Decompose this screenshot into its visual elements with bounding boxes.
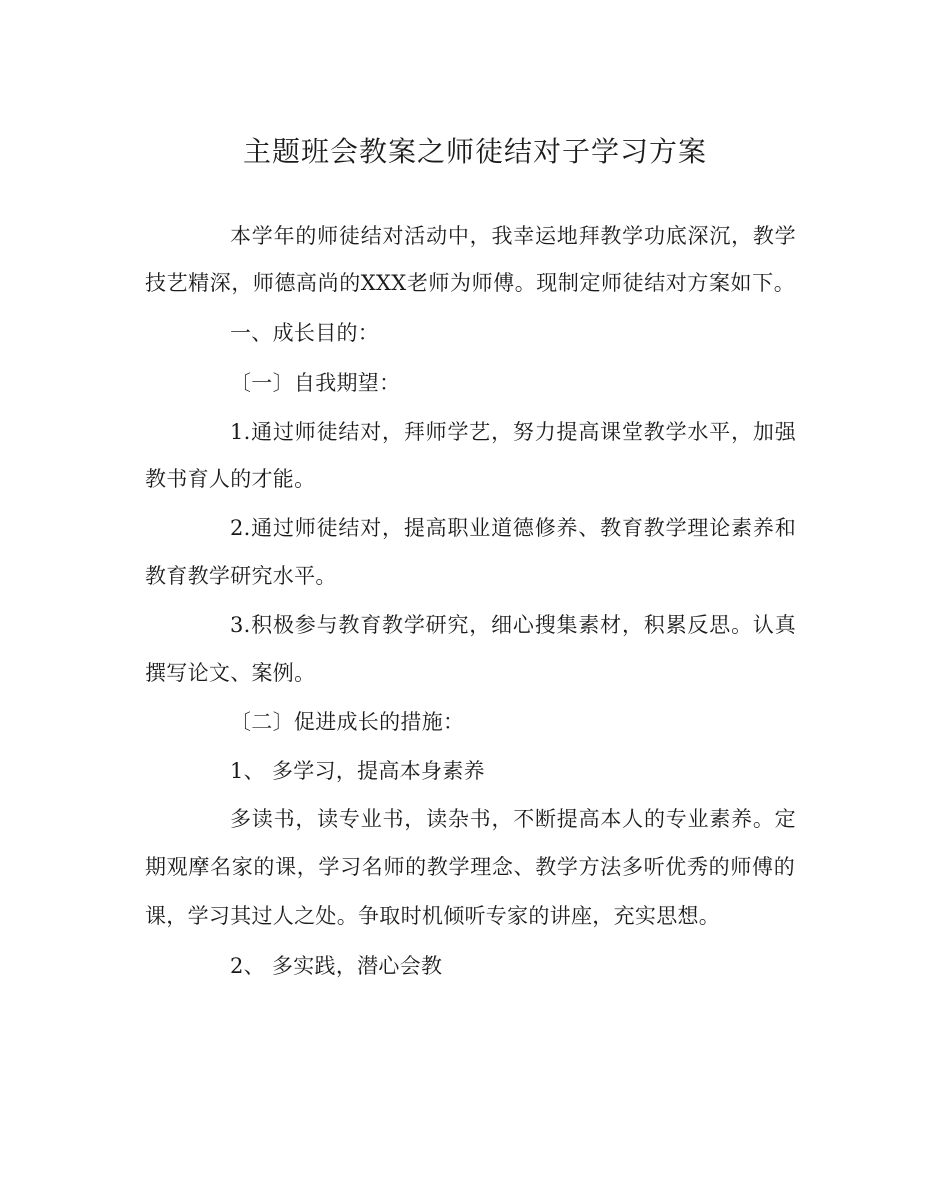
section-heading: 一、成长目的： (230, 321, 380, 345)
paragraph-line: 撰写论文、案例。 (145, 661, 316, 685)
paragraph-line: 课，学习其过人之处。争取时机倾听专家的讲座，充实思想。 (145, 904, 721, 928)
paragraph-line: 3.积极参与教育教学研究，细心搜集素材，积累反思。认真 (230, 613, 796, 637)
measure-heading: 1、 多学习，提高本身素养 (230, 759, 485, 783)
subsection-heading: 〔二〕促进成长的措施： (230, 710, 465, 734)
paragraph-line: 技艺精深，师德高尚的XXX老师为师傅。现制定师徒结对方案如下。 (145, 271, 795, 295)
paragraph-line: 期观摩名家的课，学习名师的教学理念、教学方法多听优秀的师傅的 (145, 855, 795, 879)
measure-heading: 2、 多实践，潜心会教 (230, 954, 443, 978)
subsection-heading: 〔一〕自我期望： (230, 371, 401, 395)
paragraph-line: 1.通过师徒结对，拜师学艺，努力提高课堂教学水平，加强 (230, 420, 796, 444)
paragraph-line: 教育教学研究水平。 (145, 564, 337, 588)
paragraph-line: 2.通过师徒结对，提高职业道德修养、教育教学理论素养和 (230, 516, 796, 540)
paragraph-line: 教书育人的才能。 (145, 467, 316, 491)
paragraph-line: 多读书，读专业书，读杂书，不断提高本人的专业素养。定 (230, 807, 796, 831)
document-title: 主题班会教案之师徒结对子学习方案 (242, 135, 707, 168)
paragraph-line: 本学年的师徒结对活动中，我幸运地拜教学功底深沉，教学 (230, 224, 796, 248)
